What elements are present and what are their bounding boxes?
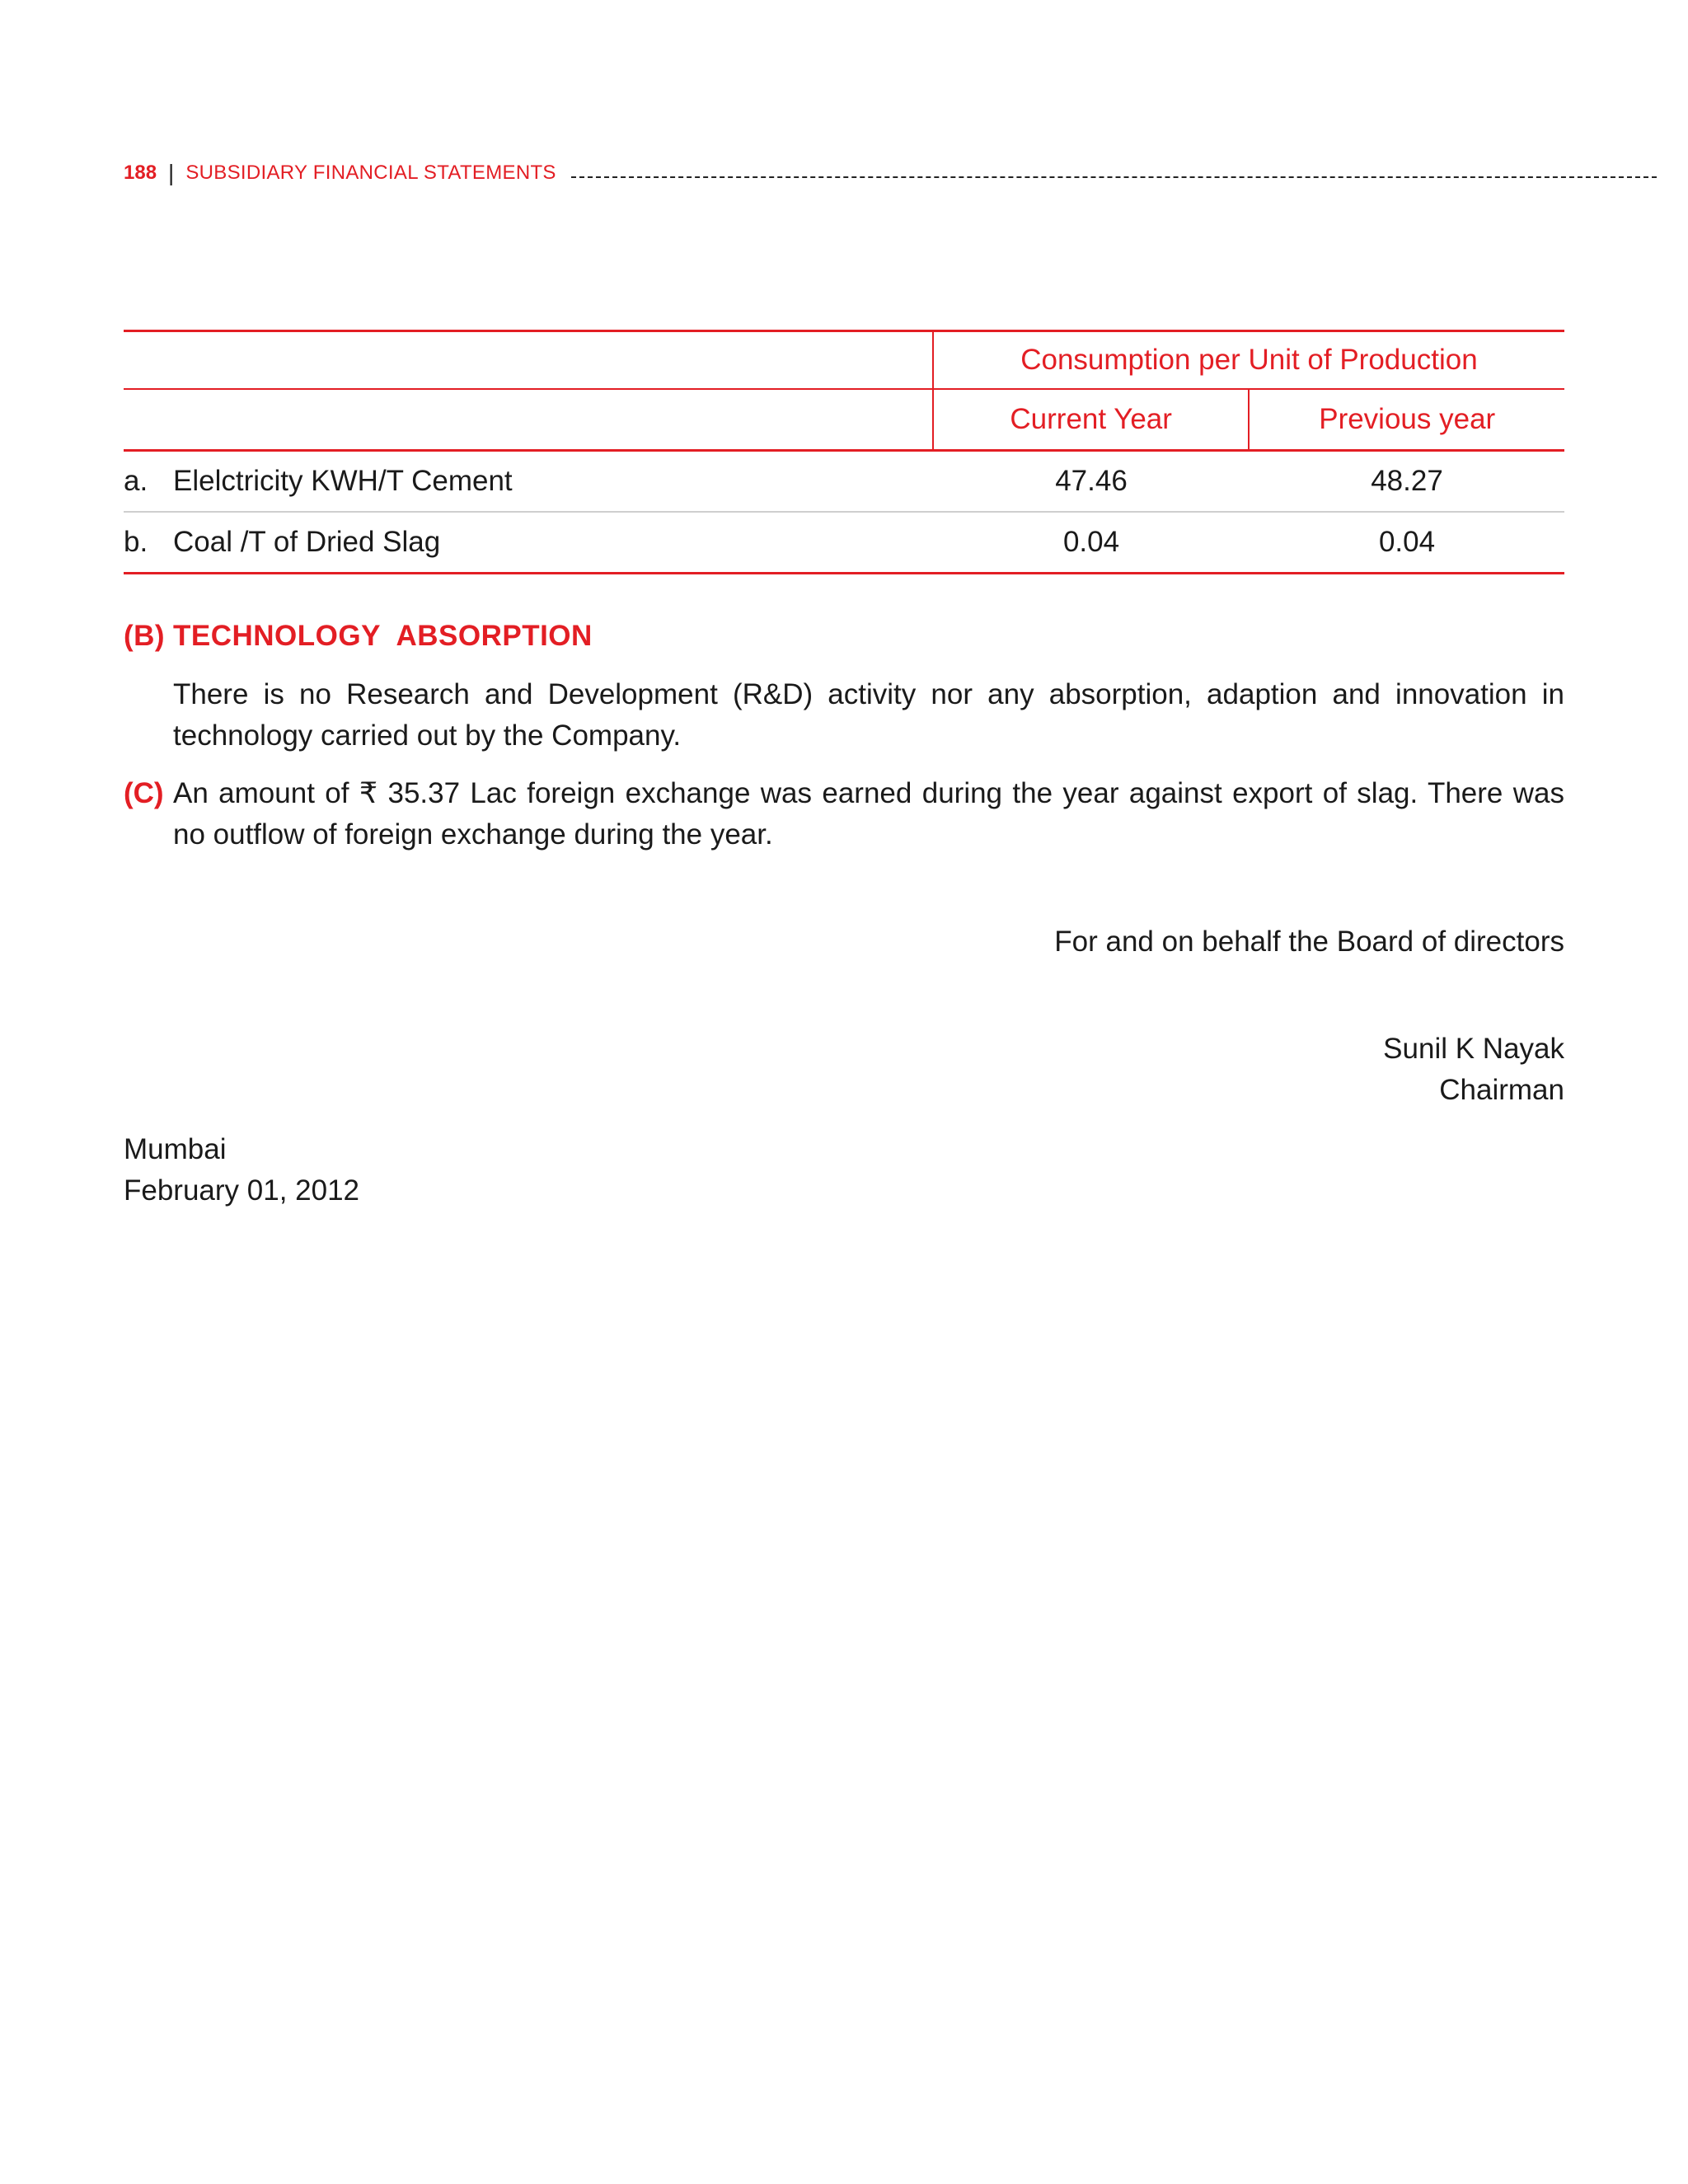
date: February 01, 2012: [124, 1174, 360, 1207]
page-number: 188: [124, 162, 157, 184]
table-group-header-row: [124, 330, 1564, 388]
row-label: Elelctricity KWH/T Cement: [173, 465, 513, 497]
signatory-title: Chairman: [1439, 1074, 1564, 1106]
section-b-title: TECHNOLOGY ABSORPTION: [173, 620, 593, 652]
section-b-heading: [124, 620, 593, 653]
section-title: SUBSIDIARY FINANCIAL STATEMENTS: [185, 162, 556, 184]
row-current-value: 47.46: [1055, 465, 1128, 497]
column-header-current-year: Current Year: [932, 390, 1249, 449]
row-index: b.: [124, 526, 148, 558]
table-bottom-rule: [124, 572, 1564, 574]
consumption-table: [124, 330, 1564, 574]
place-date-block: [124, 1129, 359, 1212]
signatory-name: Sunil K Nayak: [1383, 1033, 1564, 1065]
signatory-block: [1383, 1029, 1564, 1111]
section-c-text: An amount of ₹ 35.37 Lac foreign exchange was earned during the year against export of slag. There was no outflow of foreign exchange during the year.: [173, 777, 1564, 851]
table-row: [124, 511, 1564, 572]
group-header: Consumption per Unit of Production: [932, 332, 1564, 388]
section-b-text: There is no Research and Development (R&D) activity nor any absorption, adaption and innovation in technology carried out by the Company.: [173, 678, 1564, 752]
column-header-previous-year: Previous year: [1248, 390, 1564, 449]
header-separator: |: [168, 160, 175, 185]
table-column-header-row: [124, 388, 1564, 449]
row-label: Coal /T of Dried Slag: [173, 526, 441, 558]
row-previous-value: 48.27: [1371, 465, 1443, 497]
dashed-rule: [571, 176, 1657, 178]
on-behalf-line: For and on behalf the Board of directors: [1054, 926, 1564, 958]
place: Mumbai: [124, 1133, 227, 1165]
table-empty-header-cell: [124, 332, 932, 388]
section-c-label: (C): [124, 777, 164, 809]
table-empty-header-cell: [124, 390, 932, 449]
row-index: a.: [124, 465, 148, 497]
row-current-value: 0.04: [1062, 526, 1120, 558]
running-header: [124, 157, 1657, 190]
row-previous-value: 0.04: [1378, 526, 1436, 558]
section-b-label: (B): [124, 620, 166, 652]
table-row: [124, 449, 1564, 511]
